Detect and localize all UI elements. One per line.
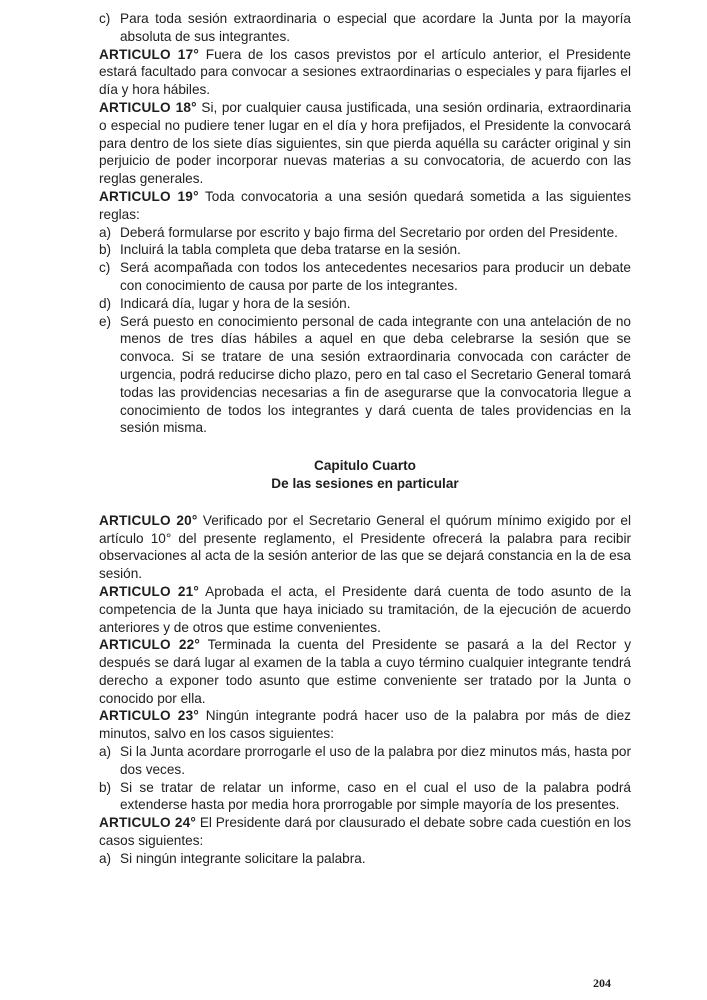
article-21 (99, 583, 631, 636)
list-item-text: Deberá formularse por escrito y bajo firma del Secretario por orden del Presidente. (120, 224, 618, 240)
spacer (99, 437, 631, 457)
list-item-text: Será acompañada con todos los antecedentes necesarios para producir un debate con conocimiento de causa por parte de los integrantes. (120, 260, 631, 293)
article-label: ARTICULO 24° (99, 815, 196, 831)
article-17 (99, 46, 631, 99)
article-text: El Presidente dará por clausurado el debate sobre cada cuestión en los casos siguientes: (99, 815, 631, 849)
list-marker: c) (99, 260, 111, 276)
list-item-text: Para toda sesión extraordinaria o especial que acordare la Junta por la mayoría absoluta de sus integrantes. (120, 11, 631, 44)
article-label: ARTICULO 22° (99, 637, 201, 653)
list-item-b (99, 241, 631, 259)
article-label: ARTICULO 21° (99, 583, 200, 599)
list-marker: e) (99, 313, 112, 329)
article-label: ARTICULO 18° (99, 99, 197, 115)
list-item-text: Si la Junta acordare prorrogarle el uso de la palabra por diez minutos más, hasta por dos veces. (120, 744, 631, 777)
list-marker: b) (99, 242, 112, 258)
article-text: Fuera de los casos previstos por el artículo anterior, el Presidente estará facultado para convocar a sesiones extraordinarias o especiales y para fijarles el día y hora hábiles. (99, 46, 631, 98)
article-label: ARTICULO 20° (99, 512, 198, 528)
list-marker: c) (99, 11, 111, 26)
spacer (99, 493, 631, 512)
list-marker: a) (99, 224, 112, 240)
list-item-a (99, 850, 631, 868)
list-item-e (99, 313, 631, 438)
article-24 (99, 814, 631, 850)
article-22 (99, 636, 631, 707)
article-19 (99, 188, 631, 224)
list-item-text: Indicará día, lugar y hora de la sesión. (120, 295, 351, 311)
list-marker: b) (99, 779, 112, 795)
list-marker: a) (99, 744, 112, 760)
article-text: Toda convocatoria a una sesión quedará sometida a las siguientes reglas: (99, 188, 631, 222)
article-23 (99, 707, 631, 743)
list-marker: a) (99, 850, 112, 866)
list-item-b (99, 779, 631, 815)
list-item-text: Incluirá la tabla completa que deba tratarse en la sesión. (120, 242, 461, 258)
article-text: Terminada la cuenta del Presidente se pasará a la del Rector y después se dará lugar al examen de la tabla a cuyo término cualquier integrante tendrá derecho a exponer todo asunto que estime conveniente ser tratado por la Junta o conocido por ella. (99, 637, 631, 706)
article-20 (99, 512, 631, 583)
chapter-subtitle: De las sesiones en particular (271, 475, 459, 491)
article-label: ARTICULO 17° (99, 46, 199, 62)
list-item-c (99, 259, 631, 295)
article-text: Si, por cualquier causa justificada, una sesión ordinaria, extraordinaria o especial no pudiere tener lugar en el día y hora prefijados, el Presidente la convocará para dentro de los siete días siguientes, sin que pierda aquélla su carácter original y sin perjuicio de poder incorporar nuevas materias a su convocatoria, de acuerdo con las reglas generales. (99, 99, 632, 187)
article-label: ARTICULO 23° (99, 708, 199, 724)
list-item-a (99, 743, 631, 779)
article-text: Aprobada el acta, el Presidente dará cuenta de todo asunto de la competencia de la Junta que haya iniciado su tramitación, de la ejecución de acuerdo anteriores y de otros que estime convenientes. (99, 583, 632, 635)
article-text: Ningún integrante podrá hacer uso de la palabra por más de diez minutos, salvo en los casos siguientes: (99, 708, 631, 742)
list-item-text: Si ningún integrante solicitare la palabra. (120, 850, 366, 866)
list-item-text: Si se tratar de relatar un informe, caso en el cual el uso de la palabra podrá extenderse hasta por media hora prorrogable por simple mayoría de los presentes. (120, 779, 631, 813)
list-item-c (99, 10, 631, 46)
page-number: 204 (593, 976, 611, 990)
article-label: ARTICULO 19° (99, 188, 199, 204)
list-marker: d) (99, 295, 112, 311)
article-text: Verificado por el Secretario General el quórum mínimo exigido por el artículo 10° del presente reglamento, el Presidente ofrecerá la palabra para recibir observaciones al acta de la sesión anterior de las que se dejará constancia en la de esa sesión. (99, 512, 631, 582)
chapter-title: Capitulo Cuarto (314, 458, 416, 474)
article-18 (99, 99, 631, 188)
list-item-text: Será puesto en conocimiento personal de cada integrante con una antelación de no menos de tres días hábiles a aquel en que deba celebrarse la sesión que se convoca. Si se tratare de una sesión extraordinaria convocada con carácter de urgencia, podrá reducirse dicho plazo, pero en tal caso el Secretario General tomará todas las providencias necesarias a fin de asegurarse que la convocatoria llegue a conocimiento de todos los integrantes y dará cuenta de tales providencias en la sesión misma. (120, 313, 631, 436)
list-item-a (99, 224, 631, 242)
list-item-d (99, 295, 631, 313)
